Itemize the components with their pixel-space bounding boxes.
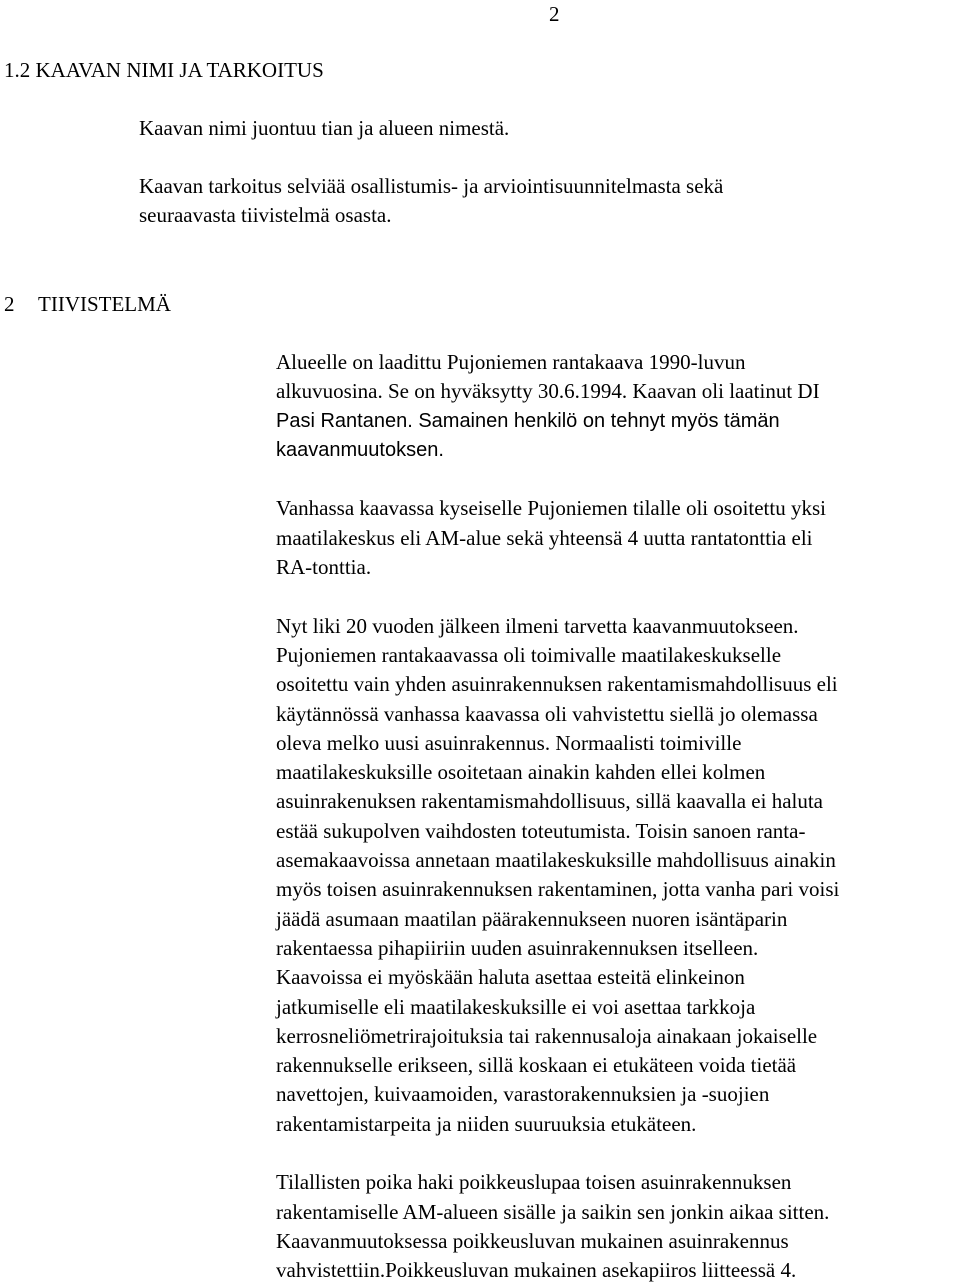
text-line: osoitettu vain yhden asuinrakennuksen rakentamismahdollisuus eli: [276, 672, 838, 697]
text-line: Kaavanmuutoksessa poikkeusluvan mukainen asuinrakennus: [276, 1228, 789, 1253]
text-line: RA-tonttia.: [276, 555, 372, 580]
text-line: rakentamiselle AM-alueen sisälle ja saikin sen jonkin aikaa sitten.: [276, 1199, 830, 1224]
section-1-body: [139, 114, 919, 259]
text-line: käytännössä vanhassa kaavassa oli vahvistettu siellä jo olemassa: [276, 701, 818, 726]
text-line: jäädä asumaan maatilan päärakennukseen nuoren isäntäparin: [276, 906, 788, 931]
text-line: Nyt liki 20 vuoden jälkeen ilmeni tarvetta kaavanmuutokseen.: [276, 613, 799, 638]
text-line: kerrosneliömetrirajoituksia tai rakennusaloja ainakaan jokaiselle: [276, 1023, 818, 1048]
text-line: rakennukselle erikseen, sillä koskaan ei etukäteen voida tietää: [276, 1053, 797, 1078]
text-line: Kaavoissa ei myöskään haluta asettaa esteitä elinkeinon: [276, 965, 745, 990]
text-line: oleva melko uusi asuinrakennus. Normaalisti toimiville: [276, 730, 742, 755]
section-1-paragraph: [139, 172, 919, 230]
text-line: asuinrakenuksen rakentamismahdollisuus, sillä kaavalla ei haluta: [276, 789, 824, 814]
text-line: estää sukupolven vaihdosten toteutumista. Toisin sanoen ranta-: [276, 818, 806, 843]
summary-paragraph: [276, 494, 960, 582]
section-1-paragraph: [139, 114, 919, 143]
text-line: kaavanmuutoksen.: [276, 438, 444, 461]
summary-paragraph: [276, 348, 960, 465]
text-line: seuraavasta tiivistelmä osasta.: [139, 203, 392, 227]
text-line: alkuvuosina. Se on hyväksytty 30.6.1994. Kaavan oli laatinut DI: [276, 379, 820, 404]
summary-paragraph: [276, 1168, 960, 1285]
text-line: myös toisen asuinrakennuksen rakentaminen, jotta vanha pari voisi: [276, 877, 840, 902]
section-1-heading: 1.2 KAAVAN NIMI JA TARKOITUS: [4, 58, 324, 82]
section-2-number: 2: [4, 292, 15, 316]
text-line: asemakaavoissa annetaan maatilakeskuksille mahdollisuus ainakin: [276, 848, 836, 873]
summary-paragraph: [276, 612, 960, 1139]
text-line: Pasi Rantanen. Samainen henkilö on tehnyt myös tämän: [276, 409, 780, 432]
section-2-title: TIIVISTELMÄ: [38, 292, 171, 316]
section-2-heading: [4, 290, 171, 319]
text-line: Tilallisten poika haki poikkeuslupaa toisen asuinrakennuksen: [276, 1170, 792, 1195]
text-line: maatilakeskus eli AM-alue sekä yhteensä 4 uutta rantatonttia eli: [276, 525, 813, 550]
text-line: vahvistettiin.Poikkeusluvan mukainen asekapiiros liitteessä 4.: [276, 1258, 797, 1283]
text-line: rakentaessa pihapiiriin uuden asuinrakennuksen itselleen.: [276, 935, 759, 960]
text-line: navettojen, kuivaamoiden, varastorakennuksien ja -suojien: [276, 1082, 770, 1107]
text-line: Kaavan nimi juontuu tian ja alueen nimestä.: [139, 116, 510, 140]
text-line: jatkumiselle eli maatilakeskuksille ei voi asettaa tarkkoja: [276, 994, 756, 1019]
text-line: Vanhassa kaavassa kyseiselle Pujoniemen tilalle oli osoitettu yksi: [276, 496, 826, 521]
page-number: 2: [549, 2, 560, 26]
text-line: Alueelle on laadittu Pujoniemen rantakaava 1990-luvun: [276, 350, 746, 374]
text-line: maatilakeskuksille osoitetaan ainakin kahden ellei kolmen: [276, 760, 766, 785]
text-line: Pujoniemen rantakaavassa oli toimivalle maatilakeskukselle: [276, 642, 782, 667]
text-line: rakentamistarpeita ja niiden suuruuksia etukäteen.: [276, 1111, 697, 1136]
text-line: Kaavan tarkoitus selviää osallistumis- ja arviointisuunnitelmasta sekä: [139, 174, 724, 198]
section-2-body: [276, 348, 960, 1286]
